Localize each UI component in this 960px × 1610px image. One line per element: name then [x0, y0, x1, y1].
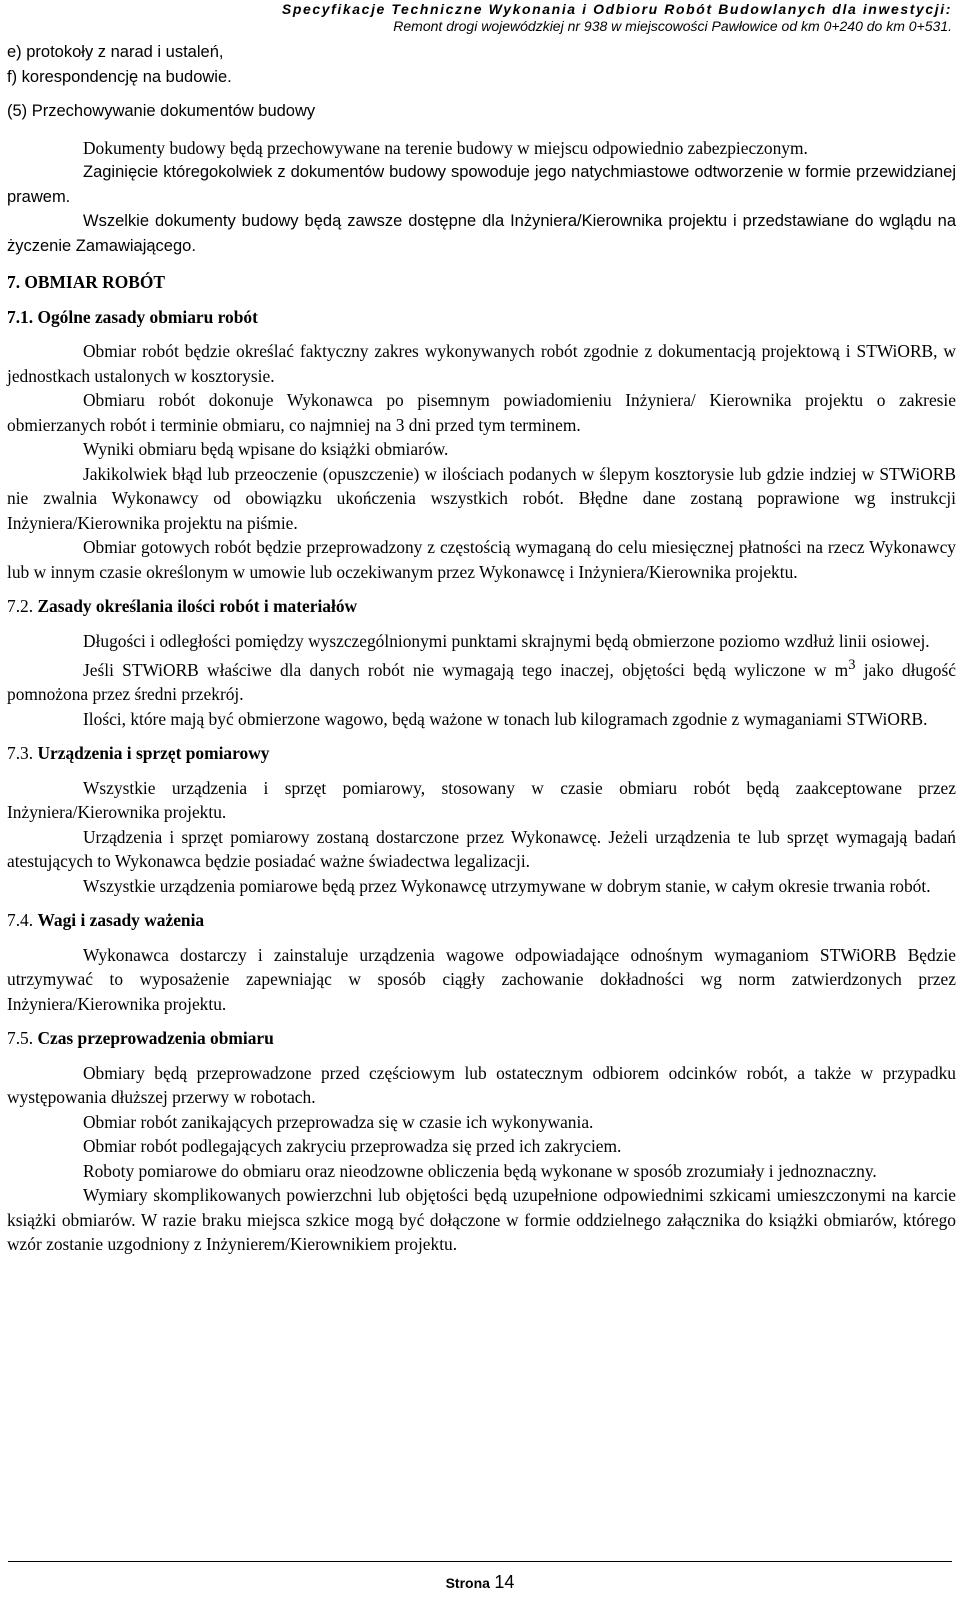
superscript: 3: [848, 657, 856, 673]
subsection-7-3-paragraph-1: Wszystkie urządzenia i sprzęt pomiarowy, stosowany w czasie obmiaru robót będą zaakceptowane przez Inżyniera/Kierownika projektu.: [7, 777, 956, 823]
subsection-7-1-paragraph-5: Obmiar gotowych robót będzie przeprowadzony z częstością wymaganą do celu miesięcznej płatności na rzecz Wykonawcy lub w innym czasie określonym w umowie lub oczekiwanym przez Wykonawcę i Inżyniera/Kierownika projektu.: [7, 537, 956, 582]
subsection-number: 7.1.: [7, 306, 34, 327]
section-5-paragraph-1: Dokumenty budowy będą przechowywane na terenie budowy w miejscu odpowiednio zabezpieczonym.: [83, 137, 808, 158]
subsection-7-4-heading: [7, 908, 956, 933]
subsection-title: Czas przeprowadzenia obmiaru: [37, 1028, 274, 1049]
subsection-7-2-paragraph-2: [7, 653, 956, 707]
header-project-title: Remont drogi wojewódzkiej nr 938 w miejscowości Pawłowice od km 0+240 do km 0+531.: [393, 18, 952, 34]
page-label: Strona: [445, 1575, 490, 1591]
subsection-7-4-paragraph-1: Wykonawca dostarczy i zainstaluje urządzenia wagowe odpowiadające odnośnym wymaganiom STWiORB Będzie utrzymywać to wyposażenie zapewniając w sposób ciągły zachowanie dokładności wg norm zatwierdzonych przez Inżyniera/Kierownika projektu.: [7, 944, 956, 1014]
section-5-paragraph-2: Zaginięcie któregokolwiek z dokumentów budowy spowoduje jego natychmiastowe odtworzenie w formie przewidzianej prawem.: [7, 163, 956, 206]
subsection-number: 7.4.: [7, 910, 34, 931]
subsection-7-1-heading: [7, 305, 956, 330]
list-item-f: f) korespondencję na budowie.: [7, 67, 232, 86]
subsection-number: 7.3.: [7, 743, 34, 764]
subsection-7-2-paragraph-1: Długości i odległości pomiędzy wyszczególnionymi punktami skrajnymi będą obmierzone poziomo wzdłuż linii osiowej.: [83, 630, 930, 651]
subsection-7-2-paragraph-3: Ilości, które mają być obmierzone wagowo, będą ważone w tonach lub kilogramach zgodnie z wymaganiami STWiORB.: [83, 708, 928, 729]
subsection-7-1-paragraph-2: Obmiaru robót dokonuje Wykonawca po pisemnym powiadomieniu Inżyniera/ Kierownika projektu o zakresie obmierzanych robót i terminie obmiaru, co najmniej na 3 dni przed tym terminem.: [7, 390, 956, 435]
subsection-number: 7.5.: [7, 1028, 34, 1049]
list-item-e: e) protokoły z narad i ustaleń,: [7, 43, 224, 61]
page-number: 14: [494, 1572, 515, 1592]
subsection-7-1-paragraph-3: Wyniki obmiaru będą wpisane do książki obmiarów.: [83, 439, 449, 459]
subsection-7-5-paragraph-5: Wymiary skomplikowanych powierzchni lub objętości będą uzupełnione odpowiednimi szkicami umieszczonymi na karcie książki obmiarów. W razie braku miejsca szkice mogą być dołączone w formie oddzielnego załącznika do książki obmiarów, którego wzór zostanie uzgodniony z Inżynierem/Kierownikiem projektu.: [7, 1185, 956, 1255]
text-run: jako długość pomnożona przez średni przekrój.: [7, 659, 956, 705]
section-7-heading: 7. OBMIAR ROBÓT: [7, 272, 165, 292]
subsection-number: 7.2.: [7, 596, 34, 616]
subsection-7-3-paragraph-3: Wszystkie urządzenia pomiarowe będą przez Wykonawcę utrzymywane w dobrym stanie, w całym okresie trwania robót.: [83, 875, 931, 896]
subsection-7-5-paragraph-3: Obmiar robót podlegających zakryciu przeprowadza się przed ich zakryciem.: [83, 1136, 622, 1157]
subsection-title: Zasady określania ilości robót i materiałów: [37, 596, 358, 616]
text-run: Jeśli STWiORB właściwe dla danych robót nie wymagają tego inaczej, objętości będą wyliczone w m: [83, 659, 849, 680]
subsection-7-5-paragraph-1: Obmiary będą przeprowadzone przed częściowym lub ostatecznym odbiorem odcinków robót, a także w przypadku występowania dłuższej przerwy w robotach.: [7, 1062, 956, 1108]
section-5-paragraph-3: Wszelkie dokumenty budowy będą zawsze dostępne dla Inżyniera/Kierownika projektu i przedstawiane do wglądu na życzenie Zamawiającego.: [7, 212, 956, 255]
subsection-7-2-heading: [7, 594, 956, 619]
subsection-7-5-heading: [7, 1026, 956, 1051]
subsection-7-1-paragraph-1: Obmiar robót będzie określać faktyczny zakres wykonywanych robót zgodnie z dokumentacją projektową i STWiORB, w jednostkach ustalonych w kosztorysie.: [7, 341, 956, 386]
subsection-title: Wagi i zasady ważenia: [37, 910, 205, 931]
subsection-7-5-paragraph-4: Roboty pomiarowe do obmiaru oraz nieodzowne obliczenia będą wykonane w sposób zrozumiały i jednoznaczny.: [83, 1160, 877, 1181]
subsection-title: Urządzenia i sprzęt pomiarowy: [37, 743, 270, 764]
subsection-7-3-paragraph-2: Urządzenia i sprzęt pomiarowy zostaną dostarczone przez Wykonawcę. Jeżeli urządzenia te lub sprzęt wymagają badań atestujących to Wykonawca będzie posiadać ważne świadectwa legalizacji.: [7, 826, 956, 872]
page-header: [8, 1, 952, 35]
subsection-7-1-paragraph-4: Jakikolwiek błąd lub przeoczenie (opuszczenie) w ilościach podanych w ślepym kosztorysie lub gdzie indziej w STWiORB nie zwalnia Wykonawcy od obowiązku ukończenia wszystkich robót. Błędne dane zostaną poprawione wg instrukcji Inżyniera/Kierownika projektu na piśmie.: [7, 463, 956, 533]
subsection-title: Ogólne zasady obmiaru robót: [37, 306, 258, 327]
subsection-7-5-paragraph-2: Obmiar robót zanikających przeprowadza się w czasie ich wykonywania.: [83, 1111, 594, 1132]
section-5-heading: (5) Przechowywanie dokumentów budowy: [7, 102, 316, 120]
document-body: [7, 40, 956, 1257]
page-footer: [0, 1572, 960, 1593]
footer-divider: [8, 1561, 952, 1562]
subsection-7-3-heading: [7, 741, 956, 766]
header-spec-title: Specyfikacje Techniczne Wykonania i Odbioru Robót Budowlanych dla inwestycji:: [281, 1, 952, 17]
